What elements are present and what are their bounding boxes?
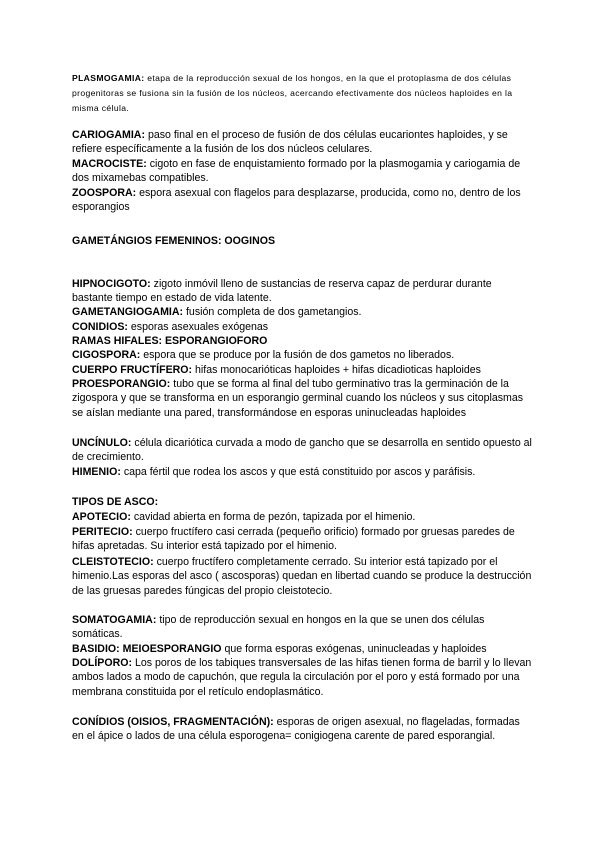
definition-hipnocigoto: zigoto inmóvil lleno de sustancias de reserva capaz de perdurar durante bastante tiempo en estado de vida latente. [72,278,492,305]
definition-plasmogamia: etapa de la reproducción sexual de los hongos, en la que el protoplasma de dos células progenitoras se fusiona sin la fusión de los núcleos, acercando efectivamente dos núcleos haploides en la misma célula. [72,73,513,113]
term-uncinulo: UNCÍNULO: [72,437,132,449]
term-peritecio: PERITECIO: [72,526,133,538]
entry-conidios-2 [72,715,532,744]
entry-cuerpo-fructifero [72,363,532,377]
entry-peritecio [72,525,532,554]
entry-doliporo [72,656,532,699]
entry-conidios [72,320,532,334]
definition-cigospora: espora que se produce por la fusión de dos gametos no liberados. [143,349,455,361]
definition-cleistotecio: cuerpo fructífero completamente cerrado. Su interior está tapizado por el himenio.Las esporas del asco ( ascosporas) quedan en libertad cuando se produce la destrucción de las gruesas paredes fúngicas del propio cleistotecio. [72,556,532,597]
definition-macrociste: cigoto en fase de enquistamiento formado por la plasmogamia y cariogamia de dos mixamebas compatibles. [72,158,521,185]
term-proesporangio: PROESPORANGIO: [72,378,171,390]
definition-proesporangio: tubo que se forma al final del tubo germinativo tras la germinación de la zigospora y que se transforma en un esporangio germinal cuando los núcleos y sus citoplasmas se aíslan mediante una pared, transformándose en esporas uninucleadas haploides [72,378,524,419]
entry-proesporangio [72,377,532,420]
entry-macrociste [72,157,532,186]
heading-gametangios-femeninos: GAMETÁNGIOS FEMENINOS: OOGINOS [72,235,276,247]
entry-cigospora [72,348,532,362]
definition-peritecio: cuerpo fructífero casi cerrada (pequeño orificio) formado por gruesas paredes de hifas apretadas. Su interior está tapizado por el himenio. [72,526,515,553]
entry-uncinulo [72,436,532,465]
entry-apotecio [72,510,532,524]
definition-zoospora: espora asexual con flagelos para desplazarse, producida, como no, dentro de los esporangios [72,187,521,214]
definition-uncinulo: célula dicariótica curvada a modo de gancho que se desarrolla en sentido opuesto al de crecimiento. [72,437,532,464]
term-cleistotecio: CLEISTOTECIO: [72,556,154,568]
term-himenio: HIMENIO: [72,466,121,478]
definition-apotecio: cavidad abierta en forma de pezón, tapizada por el himenio. [133,511,416,523]
definition-cariogamia: paso final en el proceso de fusión de dos células eucariontes haploides, y se refiere específicamente a la fusión de los dos núcleos celulares. [72,129,508,156]
term-basidio: BASIDIO: MEIOESPORANGIO [72,643,222,655]
term-conidios-2: CONÍDIOS (OISIOS, FRAGMENTACIÓN): [72,716,274,728]
heading-tipos-de-asco: TIPOS DE ASCO: [72,496,159,508]
term-doliporo: DOLÍPORO: [72,657,133,669]
term-cariogamia: CARIOGAMIA: [72,129,145,141]
definition-somatogamia: tipo de reproducción sexual en hongos en la que se unen dos células somáticas. [72,614,485,641]
entry-zoospora [72,186,532,215]
entry-basidio [72,642,532,656]
definition-gametangiogamia: fusión completa de dos gametangios. [185,306,362,318]
term-hipnocigoto: HIPNOCIGOTO: [72,278,151,290]
term-conidios: CONIDIOS: [72,321,128,333]
term-cuerpo-fructifero: CUERPO FRUCTÍFERO: [72,364,193,376]
entry-plasmogamia [72,71,532,116]
heading-ramas-hifales: RAMAS HIFALES: ESPORANGIOFORO [72,335,268,347]
entry-somatogamia [72,613,532,642]
term-cigospora: CIGOSPORA: [72,349,141,361]
entry-gametangiogamia [72,305,532,319]
definition-conidios: esporas asexuales exógenas [130,321,269,333]
definition-basidio: que forma esporas exógenas, uninucleadas y haploides [224,643,487,655]
definition-doliporo: Los poros de los tabiques transversales de las hifas tienen forma de barril y lo llevan ambos lados a modo de capuchón, que regula la circulación por el poro y está formado por una membrana constituida por el retículo endoplasmático. [72,657,532,698]
entry-cleistotecio [72,555,532,598]
definition-cuerpo-fructifero: hifas monocarióticas haploides + hifas dicadioticas haploides [195,364,481,376]
definition-himenio: capa fértil que rodea los ascos y que está constituido por ascos y paráfisis. [123,466,476,478]
term-macrociste: MACROCISTE: [72,158,147,170]
entry-hipnocigoto [72,277,532,306]
term-zoospora: ZOOSPORA: [72,187,137,199]
term-gametangiogamia: GAMETANGIOGAMIA: [72,306,184,318]
term-plasmogamia: PLASMOGAMIA: [72,73,145,83]
entry-himenio [72,465,532,479]
definition-conidios-2: esporas de origen asexual, no flageladas, formadas en el ápice o lados de una célula esporogena= conigiogena carente de pared esporangial. [72,716,520,743]
entry-cariogamia [72,128,532,157]
term-somatogamia: SOMATOGAMIA: [72,614,157,626]
term-apotecio: APOTECIO: [72,511,131,523]
